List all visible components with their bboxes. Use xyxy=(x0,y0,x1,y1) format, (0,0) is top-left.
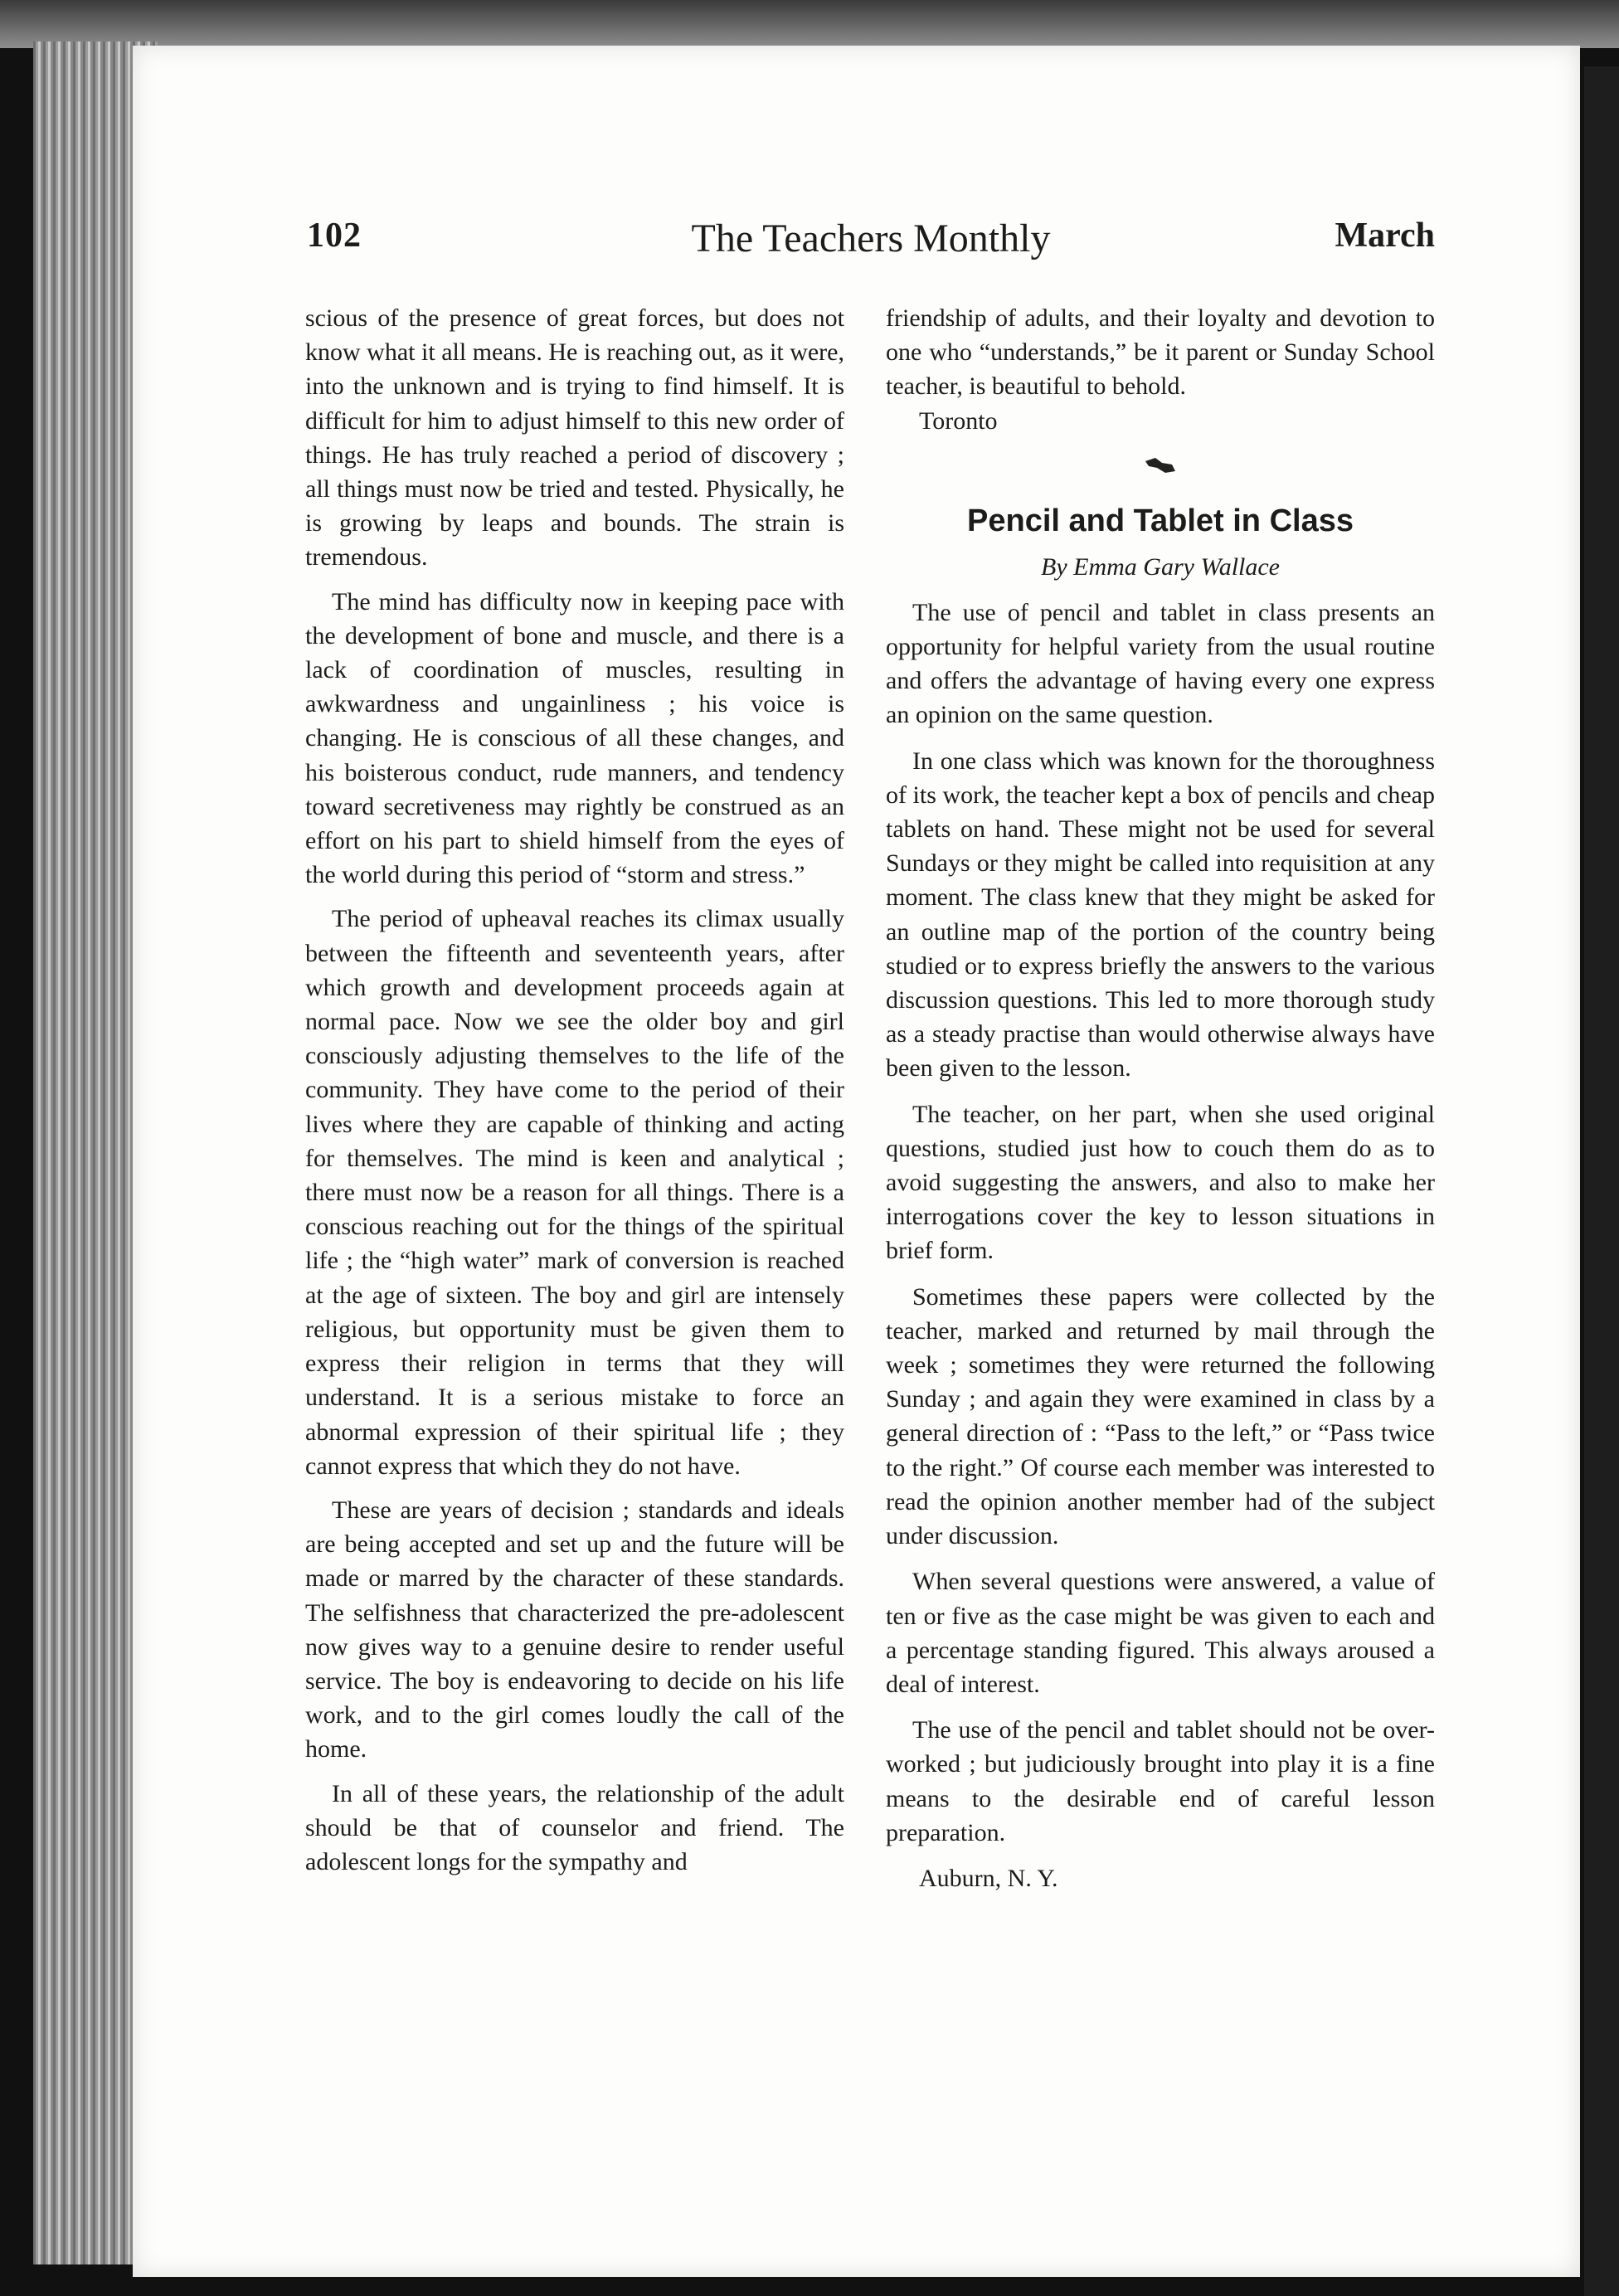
paragraph: The mind has difficulty now in keeping pace with the development of bone and muscle, and there is a lack of coordination of muscles, resulting in awkwardness and ungainliness ; his voice is changing. He is conscious of all these changes, and his boisterous conduct, rude manners, and tendency toward secretiveness may rightly be construed as an effort on his part to shield himself from the eyes of the world during this period of “storm and stress.” xyxy=(305,587,844,889)
paragraph: These are years of decision ; standards and ideals are being accepted and set up and the future will be made or marred by the character of these standards. The selfishness that characterized the pre-adolescent now gives way to a genuine desire to render useful service. The boy is endeavoring to decide on his life work, and to the girl comes loudly the call of the home. xyxy=(305,1496,844,1763)
page-number: 102 xyxy=(307,216,362,255)
paragraph-continuation: friendship of adults, and their loyalty and devotion to one who “understands,” be it parent or Sunday School teacher, is beautiful to behold. xyxy=(886,304,1435,401)
issue-month: March xyxy=(1335,216,1435,255)
paragraph: The use of pencil and tablet in class presents an opportunity for helpful variety from the usual routine and offers the advantage of having every one express an opinion on the same question. xyxy=(886,598,1435,729)
paragraph: In one class which was known for the thoroughness of its work, the teacher kept a box of pencils and cheap tablets on hand. These might not be used for several Sundays or they might be called into requisition at any moment. The class knew that they might be asked for an outline map of the portion of the country being studied or to express briefly the answers to the various discussion questions. This led to more thorough study as a steady practise than would otherwise always have been given to the lesson. xyxy=(886,747,1435,1082)
article-byline: By Emma Gary Wallace xyxy=(1041,552,1280,581)
scan-background-top xyxy=(0,0,1619,48)
paragraph: When several questions were answered, a value of ten or five as the case might be was given to each and a percentage standing figured. This always aroused a deal of interest. xyxy=(886,1568,1435,1698)
scan-background-right xyxy=(1584,66,1619,2296)
paragraph: The use of the pencil and tablet should not be over-worked ; but judiciously brought into play it is a fine means to the desirable end of careful lesson preparation. xyxy=(886,1716,1435,1846)
right-column xyxy=(886,301,1435,1895)
paragraph: In all of these years, the relationship of the adult should be that of counselor and friend. The adolescent longs for the sympathy and xyxy=(305,1779,844,1875)
running-title: The Teachers Monthly xyxy=(691,216,1051,260)
page-header xyxy=(307,216,1435,282)
section-divider-ornament xyxy=(886,441,1435,484)
paragraph: The teacher, on her part, when she used original questions, studied just how to couch them do as to avoid suggesting the answers, and also to make her interrogations cover the key to lesson situations in brief form. xyxy=(886,1100,1435,1265)
location-signoff: Auburn, N. Y. xyxy=(919,1864,1058,1892)
paragraph: scious of the presence of great forces, but does not know what it all means. He is reaching out, as it were, into the unknown and is trying to find himself. It is difficult for him to adjust himself to this new order of things. He has truly reached a period of discovery ; all things must now be tried and tested. Physically, he is growing by leaps and bounds. The strain is tremendous. xyxy=(305,304,844,572)
paragraph: Sometimes these papers were collected by the teacher, marked and returned by mail through the week ; sometimes they were returned the following Sunday ; and again they were examined in class by a general direction of : “Pass to the left,” or “Pass twice to the right.” Of course each member was interested to read the opinion another member had of the subject under discussion. xyxy=(886,1282,1435,1550)
paragraph: The period of upheaval reaches its climax usually between the fifteenth and seventeenth years, after which growth and development proceeds again at normal pace. Now we see the older boy and girl consciously adjusting themselves to the life of the community. They have come to the period of their lives where they are capable of thinking and acting for themselves. The mind is keen and analytical ; there must now be a reason for all things. There is a conscious reaching out for the things of the spiritual life ; the “high water” mark of conversion is reached at the age of sixteen. The boy and girl are intensely religious, but opportunity must be given them to express their religion in terms that they will understand. It is a serious mistake to force an abnormal expression of their spiritual life ; they cannot express that which they do not have. xyxy=(305,905,844,1480)
location-signoff: Toronto xyxy=(919,406,998,435)
article-title: Pencil and Tablet in Class xyxy=(967,503,1354,538)
left-column xyxy=(305,301,844,1879)
leaf-ornament-icon xyxy=(1144,455,1177,474)
